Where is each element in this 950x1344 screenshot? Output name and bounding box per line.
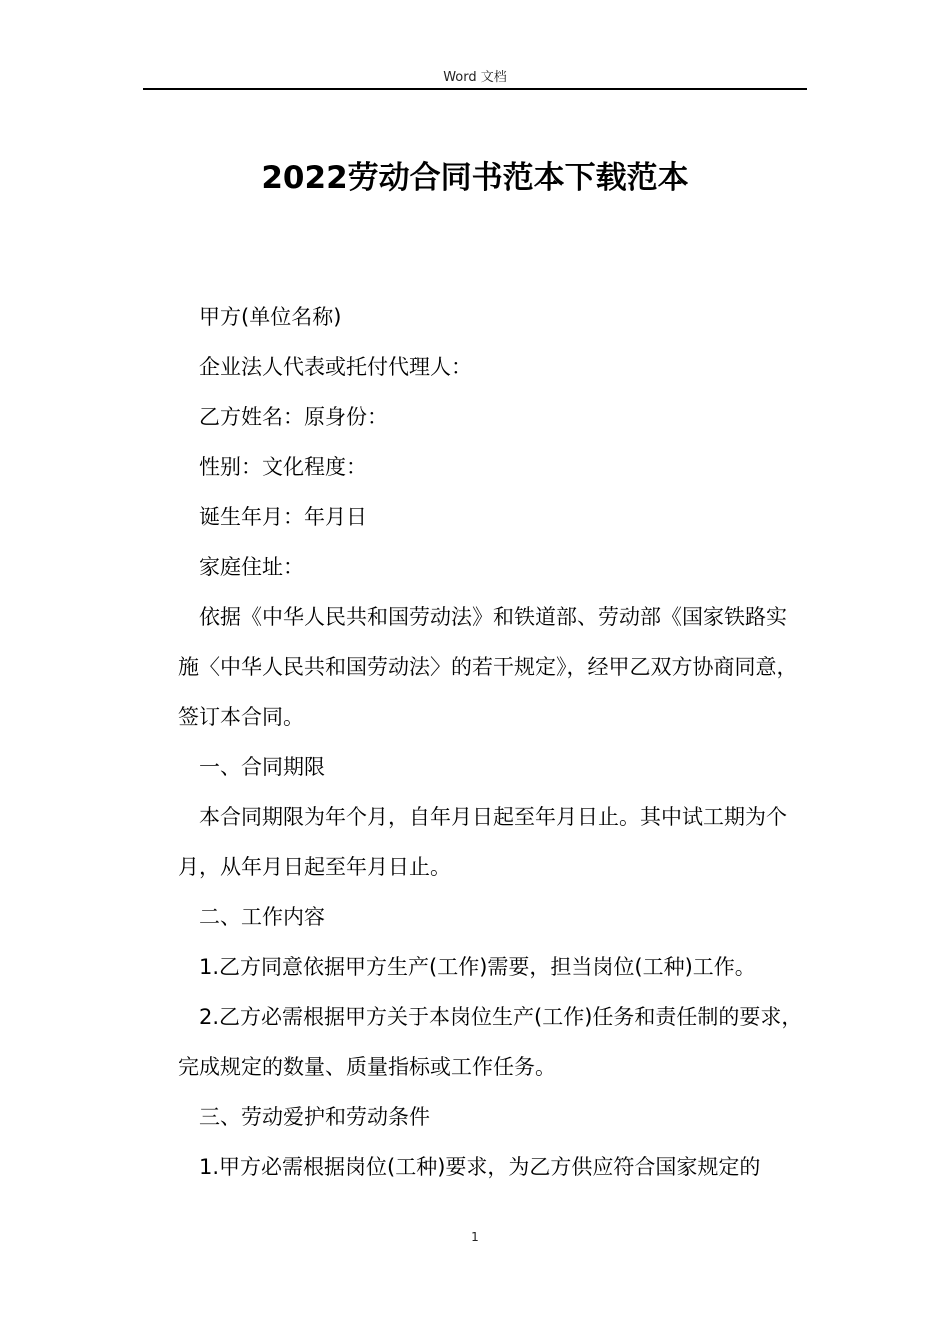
paragraph-work-content-1: 1.乙方同意依据甲方生产(工作)需要，担当岗位(工种)工作。 <box>199 955 756 979</box>
paragraph-party-a: 甲方(单位名称) <box>199 305 342 329</box>
paragraph-home-address: 家庭住址： <box>199 555 304 579</box>
paragraph-term: 本合同期限为年个月，自年月日起至年月日止。其中试工期为个月，从年月日起至年月日止。 <box>178 805 787 879</box>
paragraph-birth-date: 诞生年月：年月日 <box>199 505 367 529</box>
header-text: Word 文档 <box>443 70 507 85</box>
page-header <box>143 66 807 90</box>
paragraph-labor-protection-1: 1.甲方必需根据岗位(工种)要求，为乙方供应符合国家规定的 <box>199 1155 761 1179</box>
document-title: 2022劳动合同书范本下载范本 <box>261 160 689 196</box>
document-body <box>178 292 806 1192</box>
section-heading-term: 一、合同期限 <box>199 755 325 779</box>
section-heading-work-content: 二、工作内容 <box>199 905 325 929</box>
page-number: 1 <box>471 1230 479 1244</box>
paragraph-gender-education: 性别：文化程度： <box>199 455 367 479</box>
paragraph-work-content-2: 2.乙方必需根据甲方关于本岗位生产(工作)任务和责任制的要求，完成规定的数量、质量指标或工作任务。 <box>178 1005 803 1079</box>
section-heading-labor-protection: 三、劳动爱护和劳动条件 <box>199 1105 430 1129</box>
paragraph-party-b-name: 乙方姓名：原身份： <box>199 405 388 429</box>
paragraph-preamble: 依据《中华人民共和国劳动法》和铁道部、劳动部《国家铁路实施〈中华人民共和国劳动法〉的若干规定》，经甲乙双方协商同意，签订本合同。 <box>178 605 798 729</box>
paragraph-representative: 企业法人代表或托付代理人： <box>199 355 472 379</box>
